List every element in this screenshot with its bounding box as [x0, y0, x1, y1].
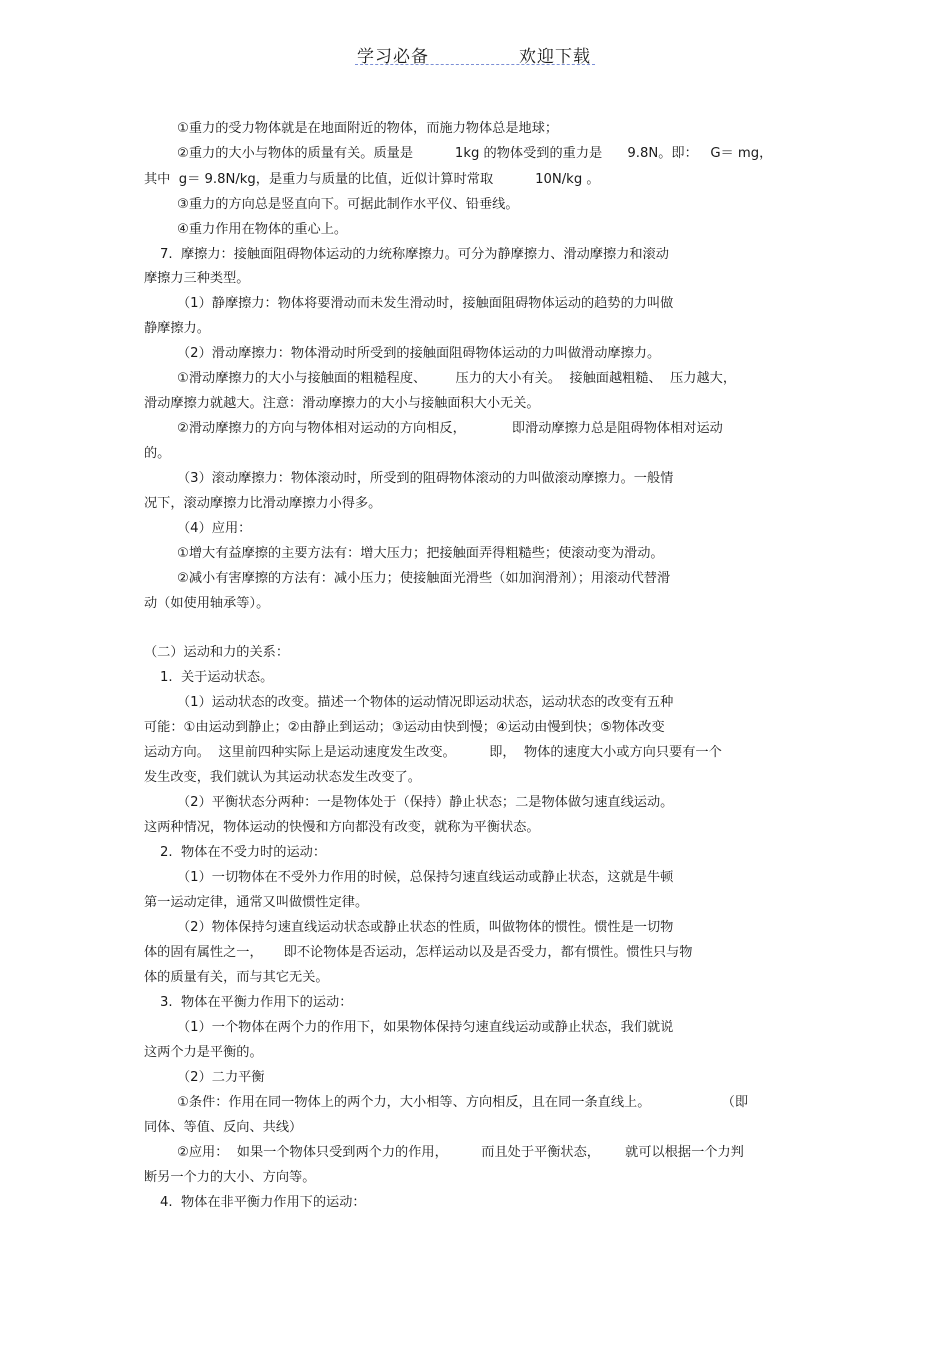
text-line: ④重力作用在物体的重心上。 — [177, 222, 348, 237]
text-line: 可能：①由运动到静止；②由静止到运动；③运动由快到慢；④运动由慢到快；⑤物体改变 — [144, 720, 665, 735]
text-line: （2）滑动摩擦力：物体滑动时所受到的接触面阻碍物体运动的力叫做滑动摩擦力。 — [177, 346, 661, 361]
text-line: 体的质量有关，而与其它无关。 — [144, 970, 329, 985]
text-line: （1）静摩擦力：物体将要滑动而未发生滑动时，接触面阻碍物体运动的趋势的力叫做 — [177, 296, 674, 311]
text-line: （二）运动和力的关系： — [144, 645, 290, 660]
text-line: 况下，滚动摩擦力比滑动摩擦力小得多。 — [144, 496, 382, 511]
text-line: 摩擦力三种类型。 — [144, 271, 250, 286]
header-right-text: 欢迎下载 — [519, 47, 591, 67]
text-line: 的。 — [144, 446, 171, 461]
text-line: （4）应用： — [177, 521, 252, 536]
text-line: 运动方向。 这里前四种实际上是运动速度发生改变。 即， 物体的速度大小或方向只要有一个 — [144, 745, 722, 760]
text-line: ②重力的大小与物体的质量有关。质量是 1kg 的物体受到的重力是 9.8N。即： G＝ mg， — [177, 146, 773, 161]
text-line: ①增大有益摩擦的主要方法有：增大压力；把接触面弄得粗糙些；使滚动变为滑动。 — [177, 546, 664, 561]
text-line: 2. 物体在不受力时的运动： — [160, 845, 327, 860]
text-line: ①条件：作用在同一物体上的两个力，大小相等、方向相反，且在同一条直线上。 （即 — [177, 1095, 749, 1110]
text-line: ①滑动摩擦力的大小与接触面的粗糙程度、 压力的大小有关。 接触面越粗糙、 压力越大， — [177, 371, 737, 386]
page-header — [355, 42, 595, 65]
text-line: 发生改变，我们就认为其运动状态发生改变了。 — [144, 770, 421, 785]
text-line: ①重力的受力物体就是在地面附近的物体，而施力物体总是地球； — [177, 121, 559, 136]
text-line: ③重力的方向总是竖直向下。可据此制作水平仪、铅垂线。 — [177, 197, 519, 212]
text-line: 这两个力是平衡的。 — [144, 1045, 263, 1060]
text-line: （1）一个物体在两个力的作用下，如果物体保持匀速直线运动或静止状态，我们就说 — [177, 1020, 674, 1035]
text-line: ②减小有害摩擦的方法有：减小压力；使接触面光滑些（如加润滑剂）；用滚动代替滑 — [177, 571, 671, 586]
text-line: 这两种情况，物体运动的快慢和方向都没有改变，就称为平衡状态。 — [144, 820, 540, 835]
text-line: 其中 g＝ 9.8N/kg，是重力与质量的比值，近似计算时常取 10N/kg 。 — [144, 172, 600, 187]
text-line: 静摩擦力。 — [144, 321, 210, 336]
text-line: （2）二力平衡 — [177, 1070, 265, 1085]
text-line: 同体、等值、反向、共线） — [144, 1120, 303, 1135]
text-line: 滑动摩擦力就越大。注意：滑动摩擦力的大小与接触面积大小无关。 — [144, 396, 540, 411]
text-line: 动（如使用轴承等）。 — [144, 596, 270, 611]
header-left-text: 学习必备 — [357, 47, 429, 67]
text-line: （2）物体保持匀速直线运动状态或静止状态的性质，叫做物体的惯性。惯性是一切物 — [177, 920, 674, 935]
text-line: （2）平衡状态分两种：一是物体处于（保持）静止状态；二是物体做匀速直线运动。 — [177, 795, 674, 810]
text-line: （1）运动状态的改变。描述一个物体的运动情况即运动状态，运动状态的改变有五种 — [177, 695, 674, 710]
text-line: （1）一切物体在不受外力作用的时候，总保持匀速直线运动或静止状态，这就是牛顿 — [177, 870, 674, 885]
text-line: 体的固有属性之一， 即不论物体是否运动，怎样运动以及是否受力，都有惯性。惯性只与物 — [144, 945, 693, 960]
text-line: 3. 物体在平衡力作用下的运动： — [160, 995, 353, 1010]
text-line: 7. 摩擦力：接触面阻碍物体运动的力统称摩擦力。可分为静摩擦力、滑动摩擦力和滚动 — [160, 247, 669, 262]
text-line: ②滑动摩擦力的方向与物体相对运动的方向相反， 即滑动摩擦力总是阻碍物体相对运动 — [177, 421, 723, 436]
text-line: 1. 关于运动状态。 — [160, 670, 274, 685]
text-line: （3）滚动摩擦力：物体滚动时，所受到的阻碍物体滚动的力叫做滚动摩擦力。一般情 — [177, 471, 674, 486]
text-line: 断另一个力的大小、方向等。 — [144, 1170, 316, 1185]
text-line: ②应用： 如果一个物体只受到两个力的作用， 而且处于平衡状态， 就可以根据一个力判 — [177, 1145, 744, 1160]
text-line: 第一运动定律，通常又叫做惯性定律。 — [144, 895, 369, 910]
text-line: 4. 物体在非平衡力作用下的运动： — [160, 1195, 366, 1210]
